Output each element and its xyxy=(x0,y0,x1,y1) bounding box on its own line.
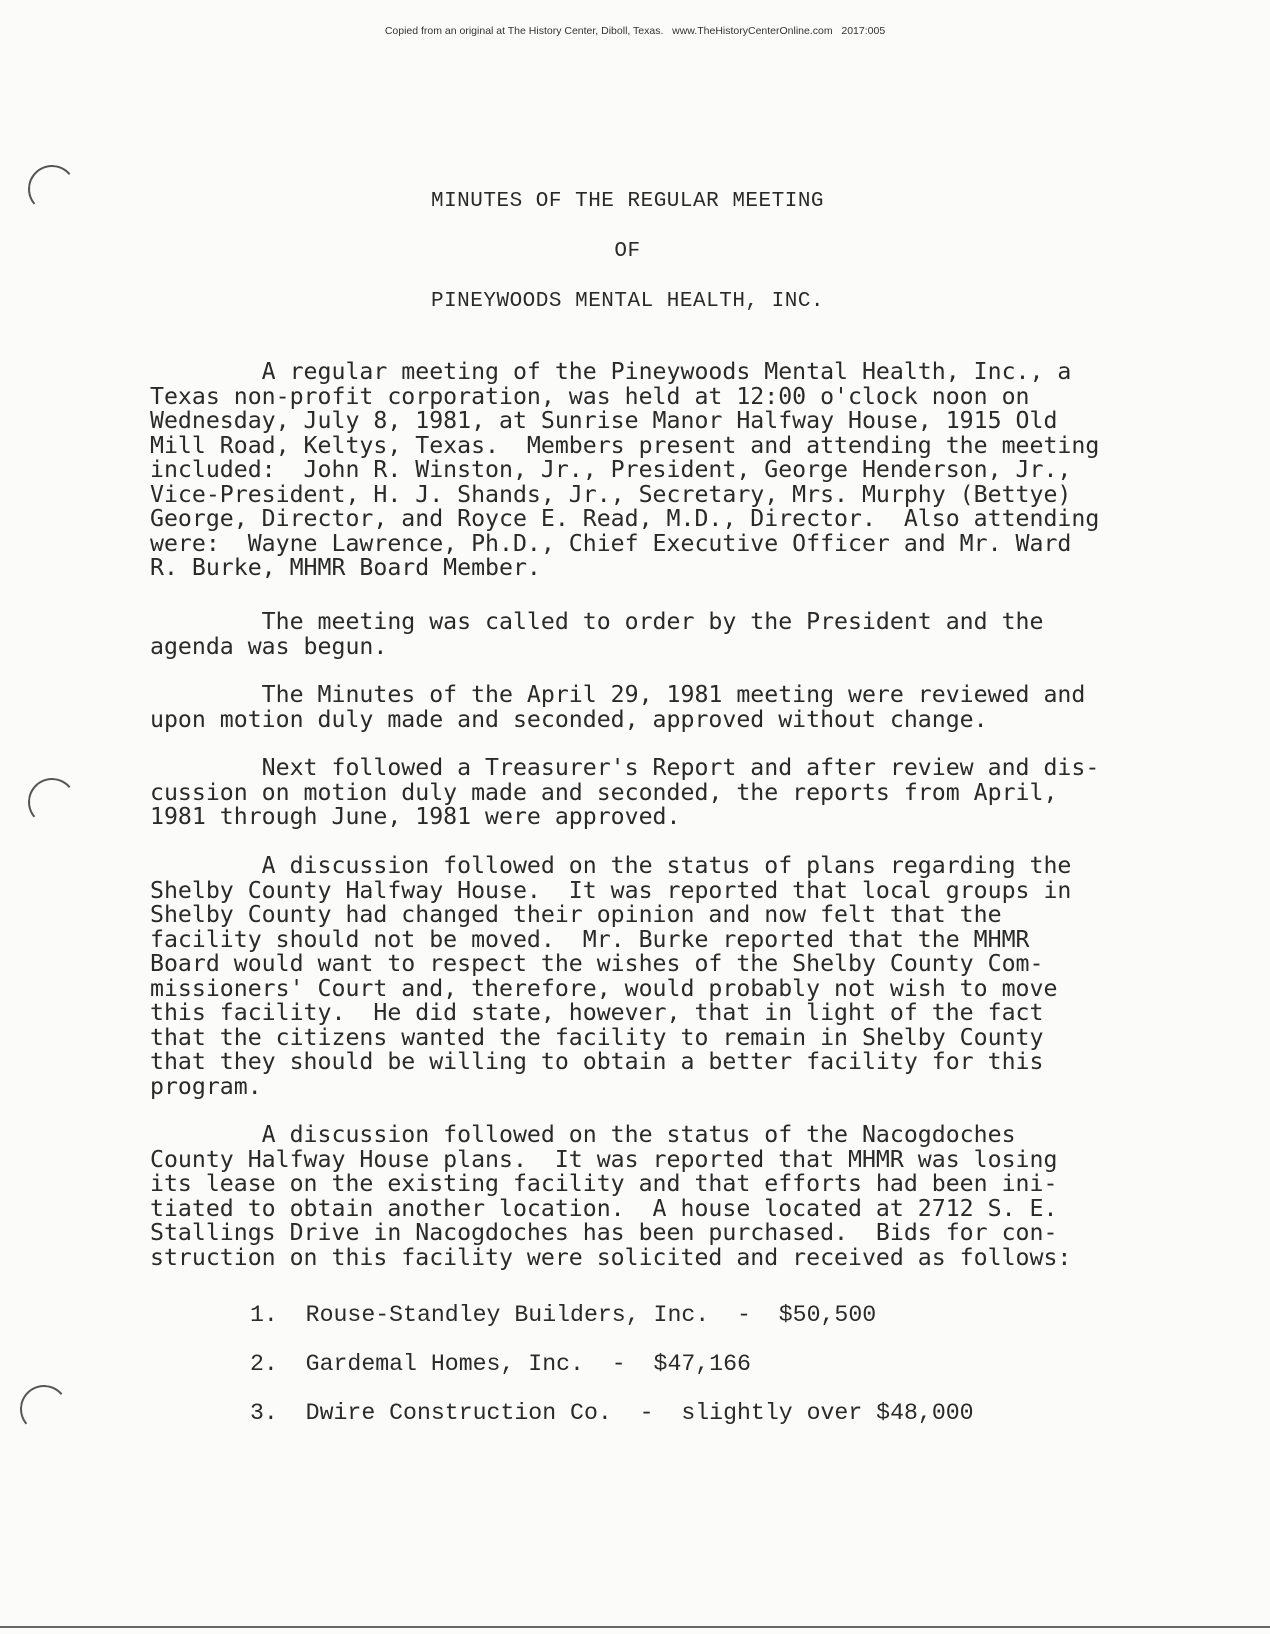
paragraph-meeting-details: A regular meeting of the Pineywoods Mental Health, Inc., a Texas non-profit corporation, was held at 12:00 o'clock noon on Wednesday, July 8, 1981, at Sunrise Manor Halfway House, 1915 Old Mill Road, Keltys, Texas. Members present and attending the meeting included: John R. Winston, Jr., President, George Henderson, Jr., Vice-President, H. J. Shands, Jr., Secretary, Mrs. Murphy (Bettye) George, Director, and Royce E. Read, M.D., Director. Also attending were: Wayne Lawrence, Ph.D., Chief Executive Officer and Mr. Ward R. Burke, MHMR Board Member. xyxy=(150,358,1100,581)
paragraph-treasurer-report: Next followed a Treasurer's Report and after review and dis- cussion on motion duly made and seconded, the reports from April, 1981 through June, 1981 were approved. xyxy=(150,754,1100,830)
page-bottom-edge xyxy=(0,1626,1270,1628)
bid-item-1: 1. Rouse-Standley Builders, Inc. - $50,500 xyxy=(250,1302,877,1328)
paragraph-nacogdoches-county: A discussion followed on the status of the Nacogdoches County Halfway House plans. It was reported that MHMR was losing its lease on the existing facility and that efforts had been ini- tiated to obtain another location. A house located at 2712 S. E. Stallings Drive in Nacogdoches has been purchased. Bids for con- struction on this facility were solicited and received as follows: xyxy=(150,1121,1072,1271)
archive-copy-note: Copied from an original at The History Center, Diboll, Texas. www.TheHistoryCenterOnline.com 2017:005 xyxy=(384,25,886,37)
document-title-line-1: MINUTES OF THE REGULAR MEETING xyxy=(430,190,825,213)
paragraph-shelby-county: A discussion followed on the status of plans regarding the Shelby County Halfway House. It was reported that local groups in Shelby County had changed their opinion and now felt that the facility should not be moved. Mr. Burke reported that the MHMR Board would want to respect the wishes of the Shelby County Com- missioners' Court and, therefore, would probably not wish to move this facility. He did state, however, that in light of the fact that the citizens wanted the facility to remain in Shelby County that they should be willing to obtain a better facility for this program. xyxy=(150,852,1072,1100)
document-title-line-2: OF xyxy=(614,240,641,263)
binder-hole-bottom xyxy=(18,1383,70,1435)
document-title-line-3: PINEYWOODS MENTAL HEALTH, INC. xyxy=(430,290,825,313)
bid-item-3: 3. Dwire Construction Co. - slightly over $48,000 xyxy=(250,1400,974,1426)
bid-item-2: 2. Gardemal Homes, Inc. - $47,166 xyxy=(250,1351,751,1377)
binder-hole-middle xyxy=(26,776,78,828)
paragraph-call-to-order: The meeting was called to order by the President and the agenda was begun. xyxy=(150,608,1044,660)
paragraph-minutes-approval: The Minutes of the April 29, 1981 meeting were reviewed and upon motion duly made and seconded, approved without change. xyxy=(150,681,1086,733)
